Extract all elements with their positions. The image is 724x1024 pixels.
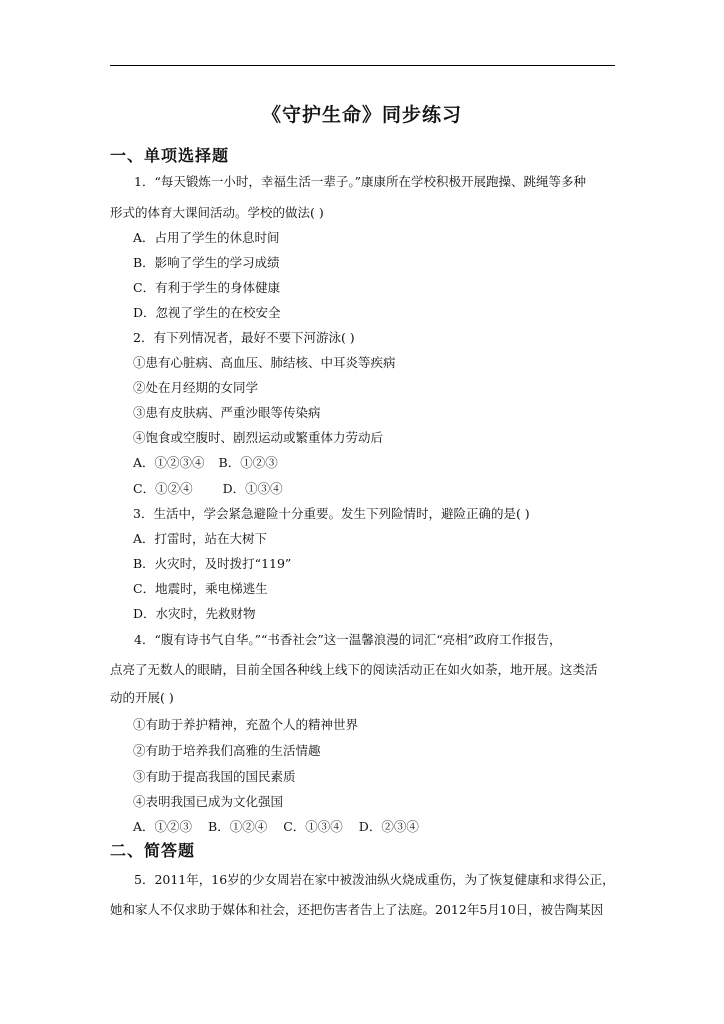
q4-statement-1: ①有助于养护精神，充盈个人的精神世界 [133,717,359,732]
section-heading-single-choice: 一、单项选择题 [110,146,230,165]
q3-option-d: D．水灾时，先救财物 [133,606,256,621]
q2-option-b: B．①②③ [218,455,278,470]
q5-stem-line1: 5．2011年，16岁的少女周岩在家中被泼油纵火烧成重伤，为了恢复健康和求得公正， [134,872,615,887]
q1-stem-line2: 形式的体育大课间活动。学校的做法( ) [110,205,324,220]
q2-statement-3: ③患有皮肤病、严重沙眼等传染病 [133,405,321,420]
q4-option-b: B．①②④ [208,819,268,834]
q1-option-a: A．占用了学生的休息时间 [133,230,280,245]
q4-option-a: A．①②③ [133,819,193,834]
q2-statement-1: ①患有心脏病、高血压、肺结核、中耳炎等疾病 [133,355,396,370]
q1-stem-line1: 1．“每天锻炼一小时，幸福生活一辈子。”康康所在学校积极开展跑操、跳绳等多种 [134,174,586,189]
header-rule [110,65,615,66]
document-title: 《守护生命》同步练习 [261,104,462,126]
q1-option-d: D．忽视了学生的在校安全 [133,305,281,320]
q4-stem-line3: 动的开展( ) [110,690,174,705]
q4-statement-3: ③有助于提高我国的国民素质 [133,769,296,784]
q3-option-b: B．火灾时，及时拨打“119” [133,556,292,571]
q1-option-c: C．有利于学生的身体健康 [133,280,281,295]
q2-statement-4: ④饱食或空腹时、剧烈运动或繁重体力劳动后 [133,430,384,445]
q2-stem: 2．有下列情况者，最好不要下河游泳( ) [133,330,355,345]
q4-stem-line2: 点亮了无数人的眼睛，目前全国各种线上线下的阅读活动正在如火如荼，地开展。这类活 [110,662,598,677]
q3-stem: 3．生活中，学会紧急避险十分重要。发生下列险情时，避险正确的是( ) [133,506,530,521]
q2-option-a: A．①②③④ [133,455,205,470]
q4-options [133,817,419,835]
q2-option-c: C．①②④ [133,481,193,496]
q3-option-a: A．打雷时，站在大树下 [133,531,268,546]
q2-options-cd [133,479,283,497]
q2-option-d: D．①③④ [222,481,283,496]
q2-statement-2: ②处在月经期的女同学 [133,380,259,395]
q4-statement-2: ②有助于培养我们高雅的生活情趣 [133,743,321,758]
q3-option-c: C．地震时，乘电梯逃生 [133,581,268,596]
section-heading-short-answer: 二、简答题 [110,841,196,860]
q4-statement-4: ④表明我国已成为文化强国 [133,794,284,809]
q5-stem-line2: 她和家人不仅求助于媒体和社会，还把伤害者告上了法庭。2012年5月10日，被告陶某因 [110,902,604,917]
q1-option-b: B．影响了学生的学习成绩 [133,255,280,270]
q4-option-c: C．①③④ [283,819,343,834]
q4-stem-line1: 4．“腹有诗书气自华。”“书香社会”这一温馨浪漫的词汇“亮相”政府工作报告， [134,632,562,647]
q2-options-ab [133,453,278,471]
q4-option-d: D．②③④ [358,819,419,834]
